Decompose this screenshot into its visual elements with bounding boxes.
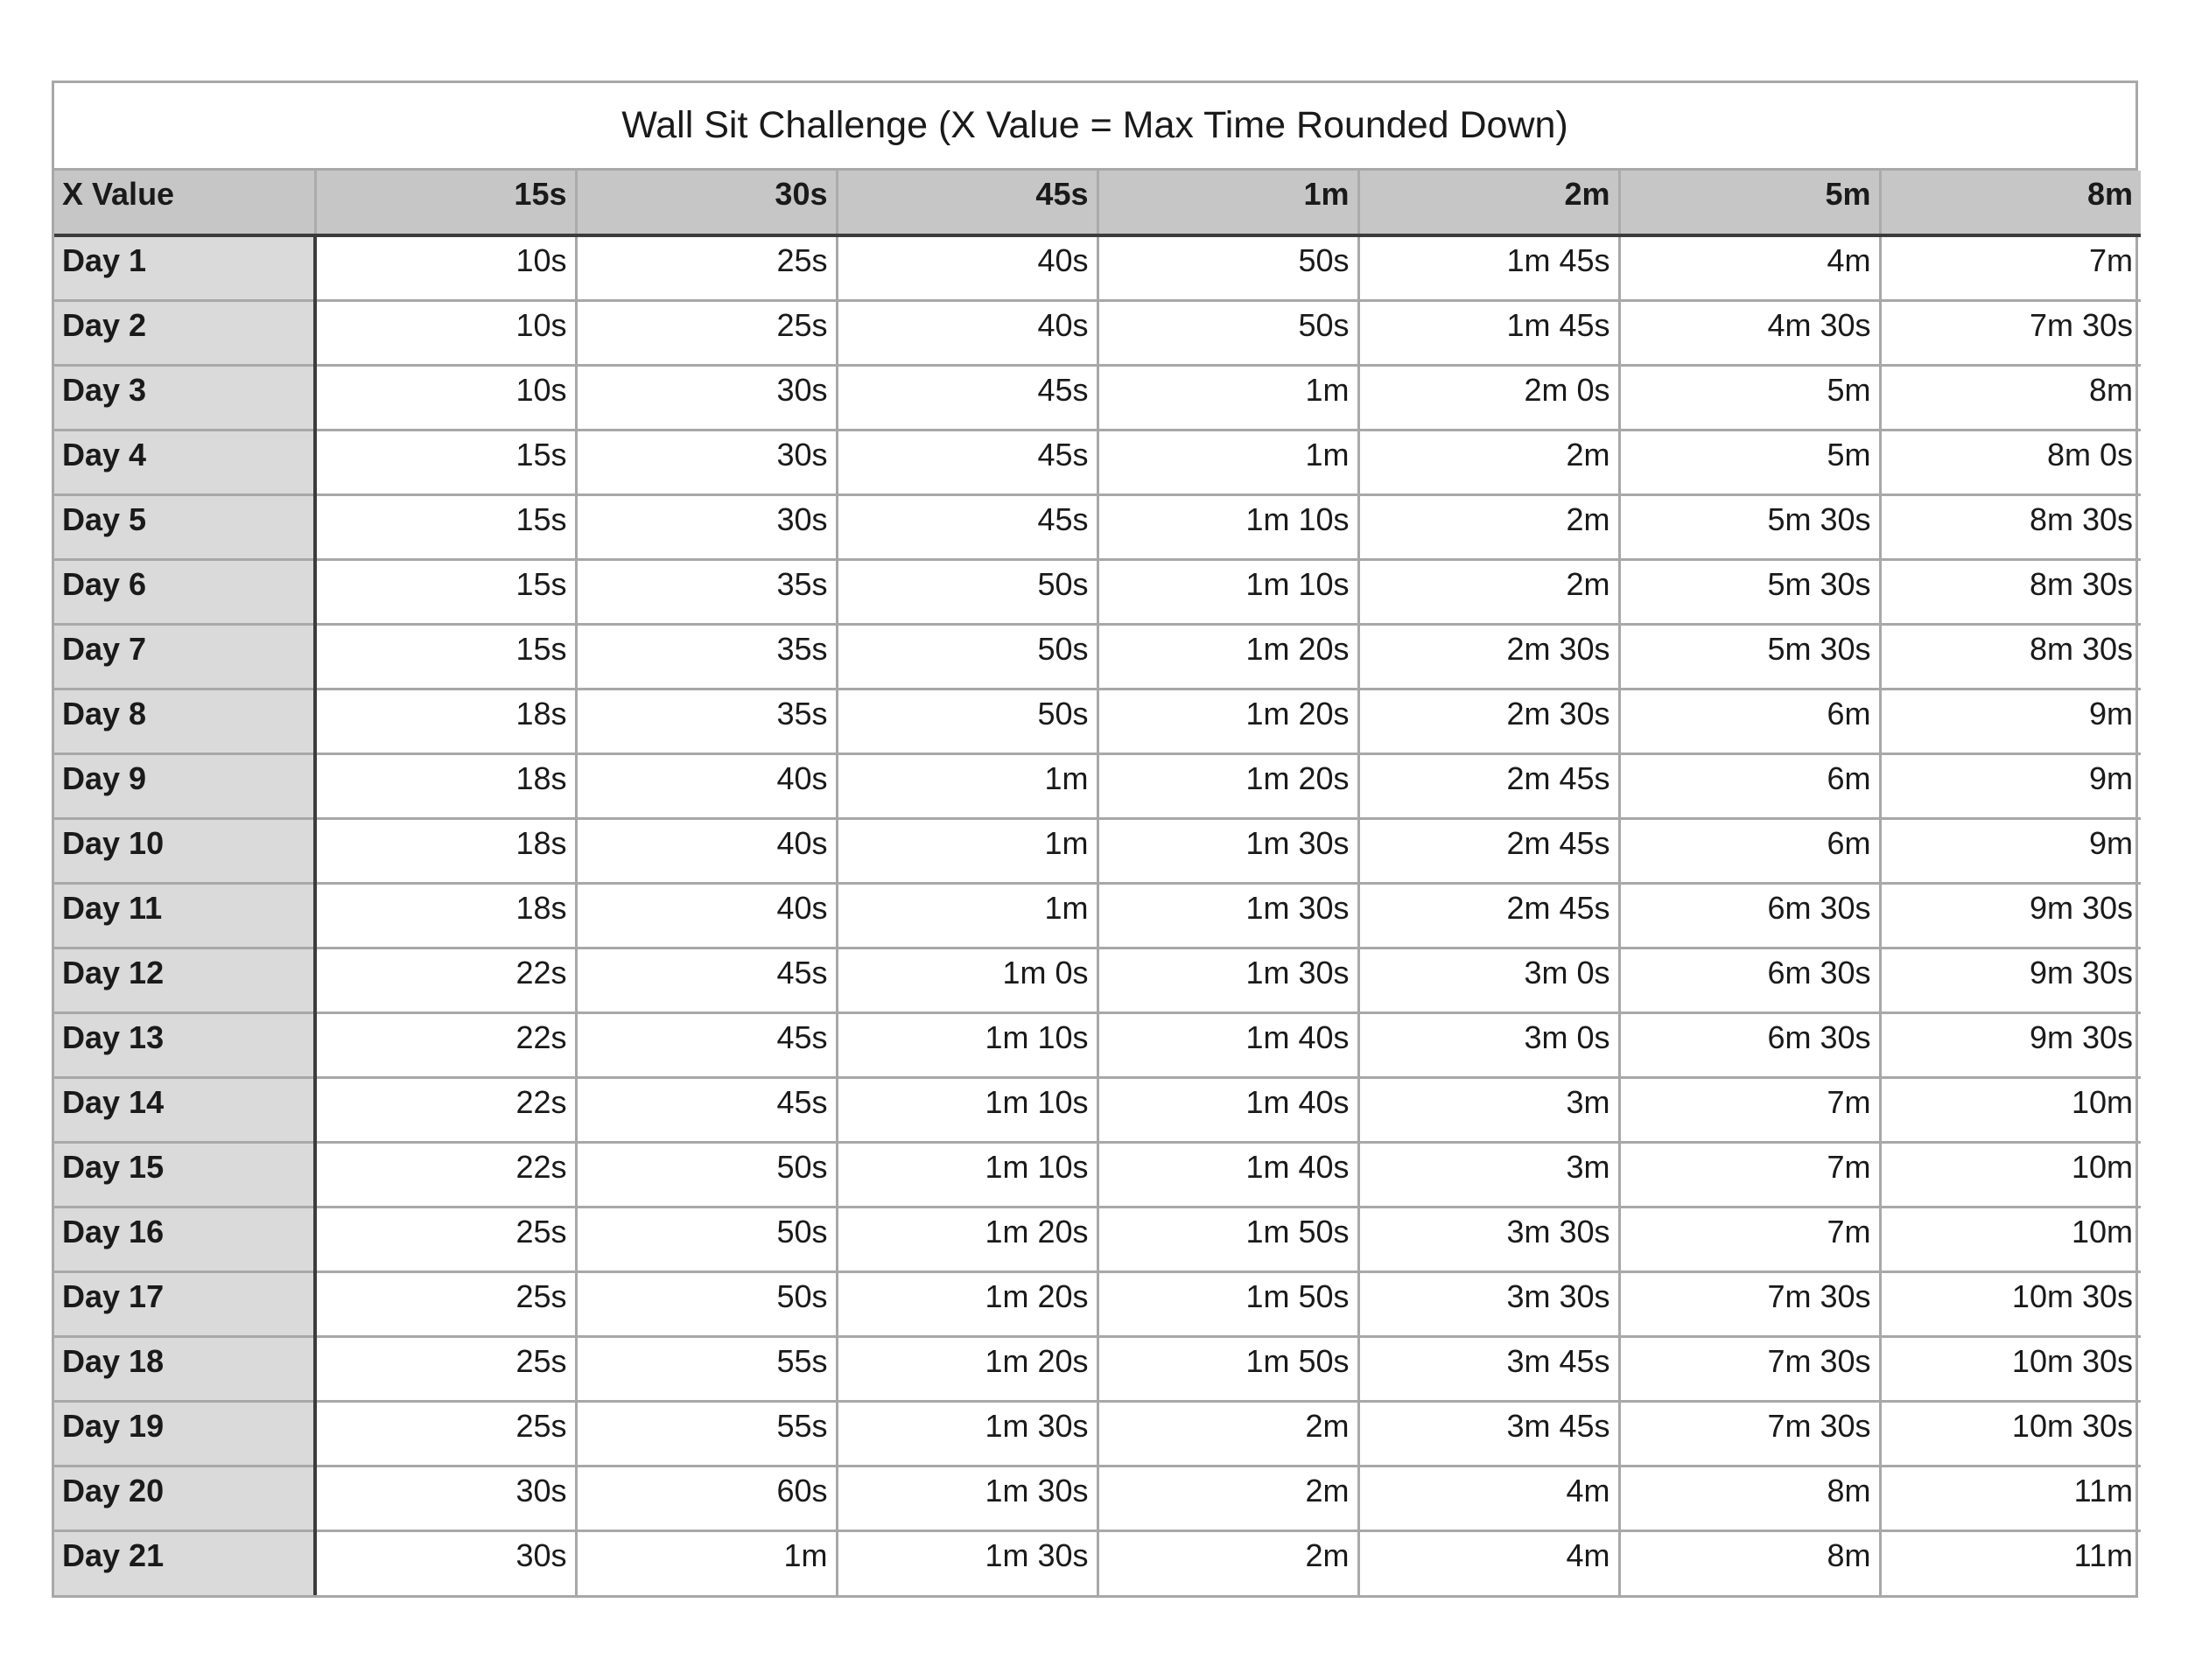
table-cell: 6m — [1619, 689, 1880, 753]
table-cell: 25s — [315, 1271, 576, 1336]
table-cell: 45s — [837, 430, 1098, 494]
table-cell: 1m — [576, 1530, 837, 1595]
table-cell: 40s — [576, 818, 837, 883]
table-cell: 6m 30s — [1619, 948, 1880, 1012]
row-day-label: Day 12 — [54, 948, 315, 1012]
table-cell: 18s — [315, 753, 576, 818]
table-cell: 40s — [576, 883, 837, 948]
table-cell: 7m — [1619, 1207, 1880, 1271]
table-cell: 45s — [837, 494, 1098, 559]
row-day-label: Day 4 — [54, 430, 315, 494]
table-cell: 2m 45s — [1358, 883, 1619, 948]
table-cell: 1m 20s — [837, 1207, 1098, 1271]
table-cell: 1m 50s — [1098, 1271, 1358, 1336]
table-cell: 3m 30s — [1358, 1271, 1619, 1336]
table-cell: 4m — [1358, 1530, 1619, 1595]
row-day-label: Day 16 — [54, 1207, 315, 1271]
table-cell: 50s — [837, 624, 1098, 689]
table-cell: 50s — [837, 559, 1098, 624]
column-header: 45s — [837, 171, 1098, 235]
row-day-label: Day 15 — [54, 1142, 315, 1207]
table-cell: 18s — [315, 883, 576, 948]
table-cell: 3m 0s — [1358, 1012, 1619, 1077]
table-row — [54, 689, 2141, 753]
table-cell: 25s — [315, 1401, 576, 1466]
table-cell: 11m — [1880, 1466, 2141, 1530]
table-cell: 1m — [1098, 430, 1358, 494]
table-cell: 55s — [576, 1401, 837, 1466]
row-day-label: Day 7 — [54, 624, 315, 689]
table-cell: 7m — [1619, 1142, 1880, 1207]
table-cell: 7m — [1880, 235, 2141, 300]
row-day-label: Day 2 — [54, 300, 315, 365]
table-cell: 22s — [315, 1077, 576, 1142]
table-row — [54, 300, 2141, 365]
table-cell: 1m 45s — [1358, 235, 1619, 300]
table-cell: 3m — [1358, 1142, 1619, 1207]
table-cell: 9m — [1880, 818, 2141, 883]
row-day-label: Day 9 — [54, 753, 315, 818]
table-cell: 1m — [837, 818, 1098, 883]
table-cell: 10m 30s — [1880, 1271, 2141, 1336]
table-cell: 40s — [837, 300, 1098, 365]
row-day-label: Day 6 — [54, 559, 315, 624]
row-day-label: Day 3 — [54, 365, 315, 430]
table-cell: 25s — [576, 300, 837, 365]
row-day-label: Day 20 — [54, 1466, 315, 1530]
table-cell: 30s — [576, 365, 837, 430]
table-cell: 8m 30s — [1880, 624, 2141, 689]
table-cell: 15s — [315, 494, 576, 559]
corner-header: X Value — [54, 171, 315, 235]
column-header: 8m — [1880, 171, 2141, 235]
row-day-label: Day 21 — [54, 1530, 315, 1595]
table-cell: 15s — [315, 624, 576, 689]
table-cell: 1m 10s — [1098, 494, 1358, 559]
table-cell: 1m 20s — [1098, 753, 1358, 818]
row-day-label: Day 17 — [54, 1271, 315, 1336]
table-row — [54, 235, 2141, 300]
row-day-label: Day 13 — [54, 1012, 315, 1077]
sheet-title: Wall Sit Challenge (X Value = Max Time Rounded Down) — [54, 83, 2135, 171]
column-header: 2m — [1358, 171, 1619, 235]
table-cell: 10s — [515, 242, 567, 278]
table-cell: 5m — [1619, 365, 1880, 430]
table-cell: 2m — [1098, 1530, 1358, 1595]
column-header: 1m — [1098, 171, 1358, 235]
table-cell: 50s — [576, 1271, 837, 1336]
table-cell: 25s — [315, 1336, 576, 1401]
table-cell: 2m — [1098, 1466, 1358, 1530]
table-cell: 4m 30s — [1619, 300, 1880, 365]
challenge-sheet — [52, 80, 2138, 1598]
table-cell: 35s — [576, 559, 837, 624]
table-row — [54, 948, 2141, 1012]
table-cell: 1m 50s — [1098, 1207, 1358, 1271]
row-day-label: Day 10 — [54, 818, 315, 883]
table-cell: 1m 30s — [1098, 883, 1358, 948]
table-cell: 25s — [315, 1207, 576, 1271]
table-cell: 9m 30s — [1880, 1012, 2141, 1077]
table-cell: 7m 30s — [1619, 1336, 1880, 1401]
row-day-label: Day 1 — [54, 235, 315, 300]
table-cell: 2m 0s — [1358, 365, 1619, 430]
table-body — [54, 235, 2141, 1595]
table-cell: 11m — [1880, 1530, 2141, 1595]
table-cell: 8m 30s — [1880, 494, 2141, 559]
table-cell: 1m 30s — [837, 1466, 1098, 1530]
table-cell: 1m 50s — [1098, 1336, 1358, 1401]
table-cell: 10m 30s — [1880, 1401, 2141, 1466]
table-cell: 5m 30s — [1619, 559, 1880, 624]
table-cell: 50s — [1098, 300, 1358, 365]
table-cell: 8m 0s — [1880, 430, 2141, 494]
table-cell: 35s — [576, 689, 837, 753]
row-day-label: Day 5 — [54, 494, 315, 559]
table-cell: 15s — [315, 430, 576, 494]
table-cell: 50s — [1098, 235, 1358, 300]
table-cell: 2m — [1358, 494, 1619, 559]
table-row — [54, 883, 2141, 948]
table-cell: 1m 20s — [1098, 689, 1358, 753]
table-cell: 40s — [576, 753, 837, 818]
table-cell: 18s — [315, 818, 576, 883]
table-cell: 9m — [1880, 753, 2141, 818]
table-row — [54, 1530, 2141, 1595]
table-cell: 1m — [1098, 365, 1358, 430]
table-cell: 10s — [315, 300, 576, 365]
table-cell: 25s — [576, 235, 837, 300]
table-cell: 7m — [1619, 1077, 1880, 1142]
table-row — [54, 1077, 2141, 1142]
table-cell: 8m 30s — [1880, 559, 2141, 624]
column-header: 5m — [1619, 171, 1880, 235]
table-cell: 7m 30s — [1619, 1401, 1880, 1466]
table-cell: 60s — [576, 1466, 837, 1530]
table-cell: 5m 30s — [1619, 494, 1880, 559]
table-row — [54, 1142, 2141, 1207]
table-cell: 5m 30s — [1619, 624, 1880, 689]
table-cell: 30s — [315, 1530, 576, 1595]
table-cell: 9m 30s — [1880, 948, 2141, 1012]
table-row — [54, 430, 2141, 494]
table-row — [54, 365, 2141, 430]
row-day-label: Day 18 — [54, 1336, 315, 1401]
table-cell: 1m 20s — [837, 1336, 1098, 1401]
table-cell: 4m — [1619, 235, 1880, 300]
table-cell: 6m 30s — [1619, 1012, 1880, 1077]
table-cell: 55s — [576, 1336, 837, 1401]
table-cell: 2m 45s — [1358, 753, 1619, 818]
table-cell: 6m — [1619, 818, 1880, 883]
table-cell: 30s — [576, 430, 837, 494]
table-cell: 1m 20s — [837, 1271, 1098, 1336]
table-cell: 3m 30s — [1358, 1207, 1619, 1271]
table-cell: 3m — [1358, 1077, 1619, 1142]
table-cell: 40s — [837, 235, 1098, 300]
table-cell: 2m 30s — [1358, 689, 1619, 753]
table-cell: 8m — [1880, 365, 2141, 430]
table-cell: 22s — [315, 1142, 576, 1207]
table-cell: 4m — [1358, 1466, 1619, 1530]
table-cell: 2m 45s — [1358, 818, 1619, 883]
table-cell: 1m 40s — [1098, 1142, 1358, 1207]
table-cell: 50s — [576, 1142, 837, 1207]
table-cell: 22s — [315, 948, 576, 1012]
table-cell: 10m — [1880, 1077, 2141, 1142]
table-cell: 30s — [315, 1466, 576, 1530]
table-cell: 1m 10s — [1098, 559, 1358, 624]
table-cell: 10m — [1880, 1207, 2141, 1271]
table-cell: 5m — [1619, 430, 1880, 494]
column-header: 30s — [576, 171, 837, 235]
table-cell: 18s — [315, 689, 576, 753]
table-cell: 7m 30s — [1619, 1271, 1880, 1336]
table-cell: 45s — [837, 365, 1098, 430]
table-cell: 1m 45s — [1358, 300, 1619, 365]
row-day-label: Day 8 — [54, 689, 315, 753]
table-cell: 1m 10s — [837, 1077, 1098, 1142]
table-cell: 1m 40s — [1098, 1077, 1358, 1142]
table-cell: 3m 45s — [1358, 1401, 1619, 1466]
table-cell: 1m 10s — [837, 1012, 1098, 1077]
table-cell: 6m 30s — [1619, 883, 1880, 948]
table-cell: 9m 30s — [1880, 883, 2141, 948]
table-cell: 10m 30s — [1880, 1336, 2141, 1401]
table-cell: 45s — [576, 1077, 837, 1142]
challenge-table — [54, 171, 2141, 1595]
table-cell: 2m — [1098, 1401, 1358, 1466]
table-row — [54, 818, 2141, 883]
row-day-label: Day 11 — [54, 883, 315, 948]
table-cell: 1m 30s — [837, 1401, 1098, 1466]
header-row — [54, 171, 2141, 235]
table-row — [54, 624, 2141, 689]
table-cell: 2m — [1358, 430, 1619, 494]
table-row — [54, 1466, 2141, 1530]
table-cell: 35s — [576, 624, 837, 689]
row-day-label: Day 19 — [54, 1401, 315, 1466]
table-row — [54, 1271, 2141, 1336]
table-cell: 1m 40s — [1098, 1012, 1358, 1077]
table-cell: 30s — [576, 494, 837, 559]
table-cell: 15s — [315, 559, 576, 624]
table-cell: 1m 30s — [1098, 818, 1358, 883]
table-cell: 8m — [1619, 1530, 1880, 1595]
table-row — [54, 494, 2141, 559]
table-cell: 22s — [315, 1012, 576, 1077]
table-cell: 50s — [837, 689, 1098, 753]
table-cell: 1m — [837, 753, 1098, 818]
table-cell: 1m — [837, 883, 1098, 948]
row-day-label: Day 14 — [54, 1077, 315, 1142]
table-cell: 10m — [1880, 1142, 2141, 1207]
table-row — [54, 559, 2141, 624]
table-cell: 3m 0s — [1358, 948, 1619, 1012]
table-cell: 1m 30s — [837, 1530, 1098, 1595]
table-row — [54, 1012, 2141, 1077]
table-cell: 7m 30s — [1880, 300, 2141, 365]
table-cell: 50s — [576, 1207, 837, 1271]
table-cell: 6m — [1619, 753, 1880, 818]
table-cell: 2m 30s — [1358, 624, 1619, 689]
table-cell: 1m 20s — [1098, 624, 1358, 689]
table-cell: 45s — [576, 1012, 837, 1077]
table-row — [54, 1207, 2141, 1271]
table-cell: 9m — [1880, 689, 2141, 753]
table-cell: 10s — [315, 365, 576, 430]
table-row — [54, 1401, 2141, 1466]
table-cell: 8m — [1619, 1466, 1880, 1530]
table-cell: 45s — [576, 948, 837, 1012]
table-cell: 2m — [1358, 559, 1619, 624]
table-cell: 1m 10s — [837, 1142, 1098, 1207]
table-row — [54, 753, 2141, 818]
table-cell: 1m 30s — [1098, 948, 1358, 1012]
column-header: 15s — [315, 171, 576, 235]
table-cell: 1m 0s — [837, 948, 1098, 1012]
table-cell: 3m 45s — [1358, 1336, 1619, 1401]
table-row — [54, 1336, 2141, 1401]
